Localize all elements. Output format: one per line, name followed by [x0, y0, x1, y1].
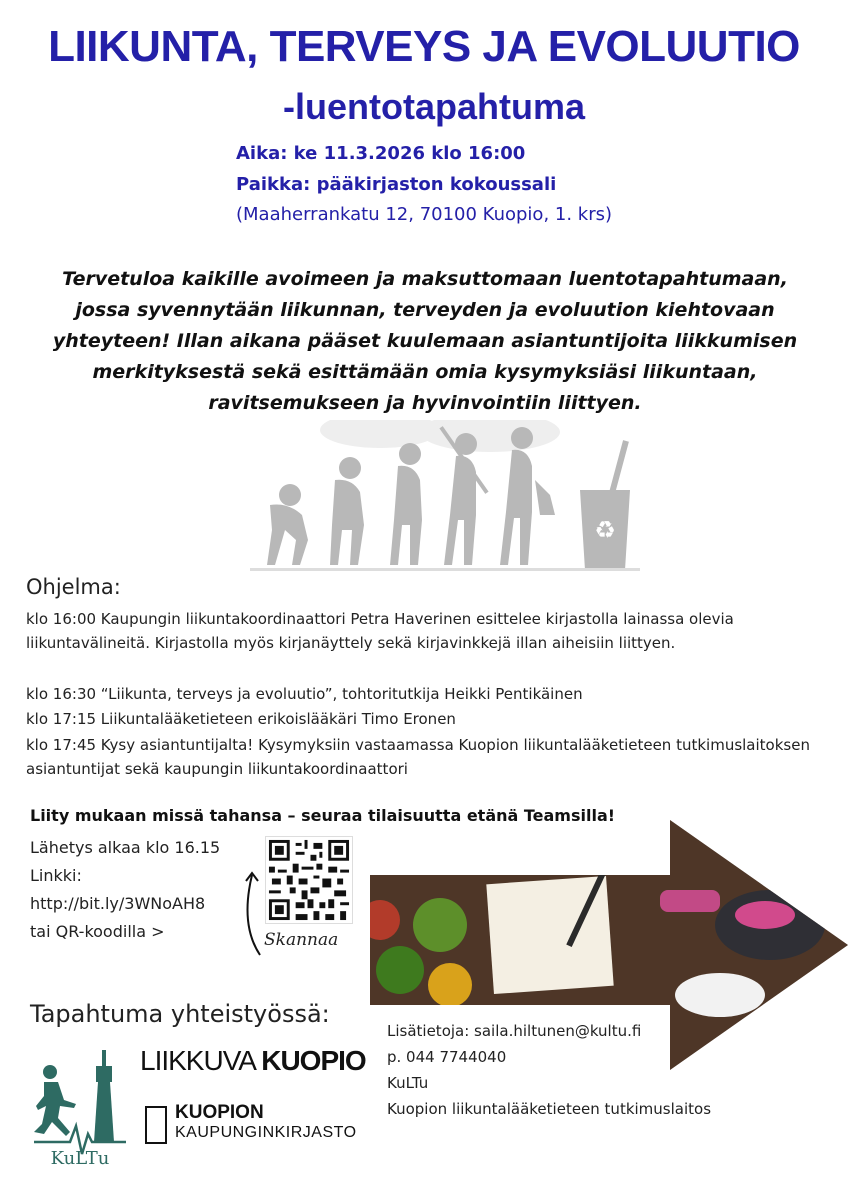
recycling-bin-icon: [580, 440, 630, 570]
event-place: Paikka: pääkirjaston kokoussali: [236, 174, 557, 195]
library-name-line1: KUOPION: [175, 1102, 264, 1123]
svg-text:KuLTu: KuLTu: [50, 1148, 110, 1169]
svg-text:♻: ♻: [594, 516, 616, 544]
contact-info: [387, 1018, 711, 1122]
kaupunginkirjasto-logo: [145, 1102, 365, 1148]
ape-figure-icon: [267, 484, 308, 565]
qr-hint: tai QR-koodilla >: [30, 922, 165, 941]
program-item: klo 16:00 Kaupungin liikuntakoordinaattori Petra Haverinen esittelee kirjastolla lainassa olevia liikuntavälineitä. Kirjastolla myös kirjanäyttely sekä kirjavinkkejä illan aiheisiin liittyen.: [26, 610, 734, 652]
library-name-line2: KAUPUNGINKIRJASTO: [175, 1124, 357, 1141]
program-item: klo 17:45 Kysy asiantuntijalta! Kysymyksiin vastaamassa Kuopion liikuntalääketieteen tutkimuslaitoksen asiantuntijat sekä kaupungin liikuntakoordinaattori: [26, 736, 810, 778]
stream-start-time: Lähetys alkaa klo 16.15: [30, 838, 221, 857]
program-title: Ohjelma:: [26, 575, 121, 599]
contact-org-short: KuLTu: [387, 1074, 429, 1092]
qr-code[interactable]: [265, 836, 353, 924]
link-label: Linkki:: [30, 866, 82, 885]
intro-paragraph: Tervetuloa kaikille avoimeen ja maksuttomaan luentotapahtumaan, jossa syvennytään liikunnan, terveyden ja evoluution kiehtovaan yhteyteen! Illan aikana pääset kuulemaan asiantuntijoita liikkumisen merkityksestä sekä esittämään omia kysymyksiäsi liikuntaan, ravitsemukseen ja hyvinvointiin liittyen.: [52, 268, 798, 414]
evolution-illustration: [230, 420, 650, 585]
contact-email[interactable]: Lisätietoja: saila.hiltunen@kultu.fi: [387, 1022, 642, 1040]
kultu-logo: [30, 1030, 130, 1170]
library-mark-icon: [145, 1106, 167, 1144]
partners-title: Tapahtuma yhteistyössä:: [30, 1000, 330, 1028]
program-item: klo 17:15 Liikuntalääketieteen erikoislääkäri Timo Eronen: [26, 710, 456, 728]
event-time: Aika: ke 11.3.2026 klo 16:00: [236, 143, 526, 164]
liikkuva-kuopio-logo: [140, 1045, 366, 1077]
early-hominid-icon: [330, 457, 364, 565]
teams-link[interactable]: http://bit.ly/3WNoAH8: [30, 894, 206, 913]
lk-thin: LIIKKUVA: [140, 1045, 262, 1076]
teams-heading: Liity mukaan missä tahansa – seuraa tilaisuutta etänä Teamsilla!: [30, 806, 616, 825]
contact-org-long: Kuopion liikuntalääketieteen tutkimuslaitos: [387, 1100, 712, 1118]
contact-phone: p. 044 7744040: [387, 1048, 507, 1066]
lk-bold: KUOPIO: [261, 1045, 366, 1076]
poster-title: LIIKUNTA, TERVEYS JA EVOLUUTIO: [48, 22, 800, 71]
poster-subtitle: -luentotapahtuma: [283, 86, 585, 127]
hominid-figure-icon: [390, 443, 422, 565]
scan-label: Skannaa: [264, 930, 339, 950]
program-item: klo 16:30 “Liikunta, terveys ja evoluutio”, tohtoritutkija Heikki Pentikäinen: [26, 685, 583, 703]
event-address: (Maaherrankatu 12, 70100 Kuopio, 1. krs): [236, 204, 613, 225]
